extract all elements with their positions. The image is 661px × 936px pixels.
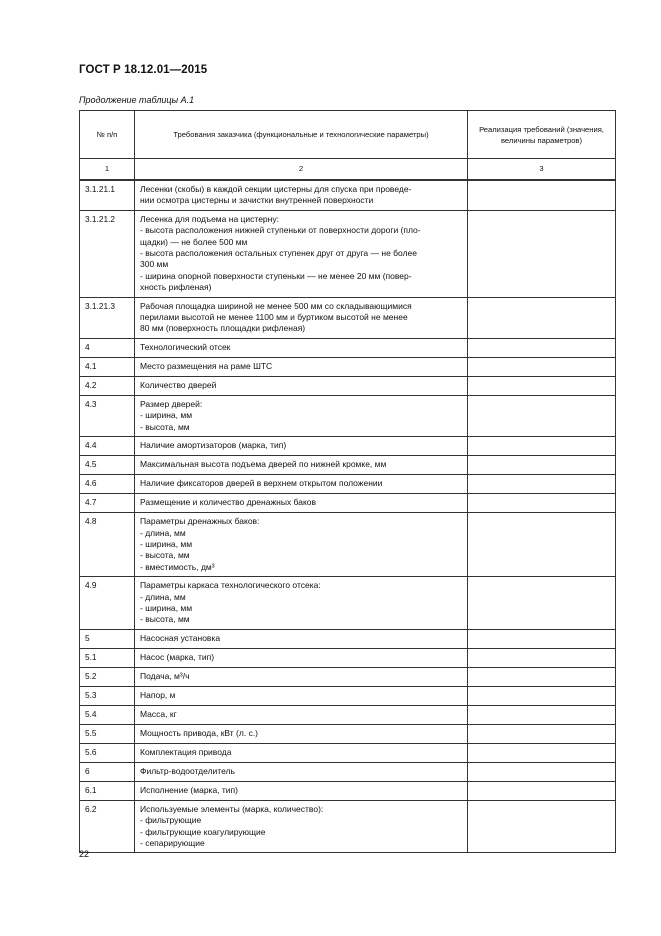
table-row [80, 513, 616, 577]
table-row [80, 762, 616, 781]
row-number: 3.1.21.1 [80, 180, 135, 210]
row-number: 5.5 [80, 724, 135, 743]
row-requirement: Параметры каркаса технологического отсека: - длина, мм - ширина, мм - высота, мм [135, 577, 468, 630]
row-requirement: Рабочая площадка шириной не менее 500 мм со складывающимися перилами высотой не менее 1100 мм и буртиком высотой не менее 80 мм (поверхность площадки рифленая) [135, 297, 468, 338]
table-row [80, 180, 616, 210]
table-row [80, 577, 616, 630]
row-requirement: Место размещения на раме ШТС [135, 357, 468, 376]
row-requirement: Насосная установка [135, 629, 468, 648]
table-row [80, 338, 616, 357]
row-number: 4.9 [80, 577, 135, 630]
row-number: 5.6 [80, 743, 135, 762]
table-row [80, 357, 616, 376]
table-row [80, 210, 616, 297]
column-header-implementation: Реализация требований (значения, величины параметров) [468, 111, 616, 159]
row-number: 4.3 [80, 395, 135, 436]
row-number: 5.1 [80, 648, 135, 667]
row-number: 6 [80, 762, 135, 781]
row-number: 4.8 [80, 513, 135, 577]
column-header-number: № п/п [80, 111, 135, 159]
row-implementation-cell [468, 513, 616, 577]
row-number: 4.6 [80, 475, 135, 494]
row-requirement: Масса, кг [135, 705, 468, 724]
requirements-table [79, 110, 616, 853]
document-title: ГОСТ Р 18.12.01—2015 [79, 64, 208, 76]
row-number: 3.1.21.2 [80, 210, 135, 297]
row-requirement: Технологический отсек [135, 338, 468, 357]
table-row [80, 376, 616, 395]
column-number: 3 [468, 159, 616, 181]
table-row [80, 800, 616, 853]
table-row [80, 705, 616, 724]
row-implementation-cell [468, 667, 616, 686]
row-number: 4 [80, 338, 135, 357]
table-row [80, 395, 616, 436]
row-requirement: Максимальная высота подъема дверей по нижней кромке, мм [135, 456, 468, 475]
row-requirement: Количество дверей [135, 376, 468, 395]
row-number: 4.1 [80, 357, 135, 376]
row-requirement: Фильтр-водоотделитель [135, 762, 468, 781]
row-implementation-cell [468, 357, 616, 376]
row-requirement: Размещение и количество дренажных баков [135, 494, 468, 513]
row-number: 5 [80, 629, 135, 648]
row-implementation-cell [468, 800, 616, 853]
table-row [80, 475, 616, 494]
row-implementation-cell [468, 762, 616, 781]
row-requirement: Размер дверей: - ширина, мм - высота, мм [135, 395, 468, 436]
row-requirement: Используемые элементы (марка, количество): - фильтрующие - фильтрующие коагулирующие - сепарирующие [135, 800, 468, 853]
column-header-requirements: Требования заказчика (функциональные и технологические параметры) [135, 111, 468, 159]
table-body [80, 180, 616, 853]
row-requirement: Комплектация привода [135, 743, 468, 762]
row-number: 6.2 [80, 800, 135, 853]
row-implementation-cell [468, 475, 616, 494]
row-number: 4.5 [80, 456, 135, 475]
table-row [80, 743, 616, 762]
table-row [80, 494, 616, 513]
table-row [80, 648, 616, 667]
table-row [80, 629, 616, 648]
row-implementation-cell [468, 456, 616, 475]
row-requirement: Подача, м³/ч [135, 667, 468, 686]
row-implementation-cell [468, 338, 616, 357]
table-row [80, 437, 616, 456]
row-implementation-cell [468, 376, 616, 395]
row-requirement: Насос (марка, тип) [135, 648, 468, 667]
row-implementation-cell [468, 180, 616, 210]
row-implementation-cell [468, 395, 616, 436]
row-number: 4.2 [80, 376, 135, 395]
table-row [80, 686, 616, 705]
row-requirement: Лесенки (скобы) в каждой секции цистерны для спуска при проведе- нии осмотра цистерны и зачистки внутренней поверхности [135, 180, 468, 210]
row-implementation-cell [468, 724, 616, 743]
row-implementation-cell [468, 210, 616, 297]
row-implementation-cell [468, 437, 616, 456]
table-row [80, 456, 616, 475]
column-number: 2 [135, 159, 468, 181]
table-row [80, 297, 616, 338]
row-requirement: Наличие амортизаторов (марка, тип) [135, 437, 468, 456]
row-number: 5.3 [80, 686, 135, 705]
row-requirement: Исполнение (марка, тип) [135, 781, 468, 800]
row-implementation-cell [468, 577, 616, 630]
page-number: 22 [79, 849, 90, 859]
table-row [80, 724, 616, 743]
row-requirement: Лесенка для подъема на цистерну: - высота расположения нижней ступеньки от поверхности дороги (пло- щадки) — не более 500 мм - высота расположения остальных ступенек друг от друга — не более 300 мм - ширина опорной поверхности ступеньки — не менее 20 мм (повер- хность рифленая) [135, 210, 468, 297]
table-row [80, 781, 616, 800]
row-requirement: Наличие фиксаторов дверей в верхнем открытом положении [135, 475, 468, 494]
row-implementation-cell [468, 629, 616, 648]
row-number: 5.4 [80, 705, 135, 724]
table-caption: Продолжение таблицы А.1 [79, 95, 195, 105]
row-requirement: Параметры дренажных баков: - длина, мм - ширина, мм - высота, мм - вместимость, дм³ [135, 513, 468, 577]
row-implementation-cell [468, 297, 616, 338]
row-implementation-cell [468, 494, 616, 513]
row-number: 4.4 [80, 437, 135, 456]
column-number: 1 [80, 159, 135, 181]
row-implementation-cell [468, 781, 616, 800]
row-number: 3.1.21.3 [80, 297, 135, 338]
row-number: 4.7 [80, 494, 135, 513]
row-implementation-cell [468, 743, 616, 762]
row-implementation-cell [468, 686, 616, 705]
row-number: 6.1 [80, 781, 135, 800]
row-requirement: Мощность привода, кВт (л. с.) [135, 724, 468, 743]
row-requirement: Напор, м [135, 686, 468, 705]
table-row [80, 667, 616, 686]
row-number: 5.2 [80, 667, 135, 686]
row-implementation-cell [468, 705, 616, 724]
row-implementation-cell [468, 648, 616, 667]
